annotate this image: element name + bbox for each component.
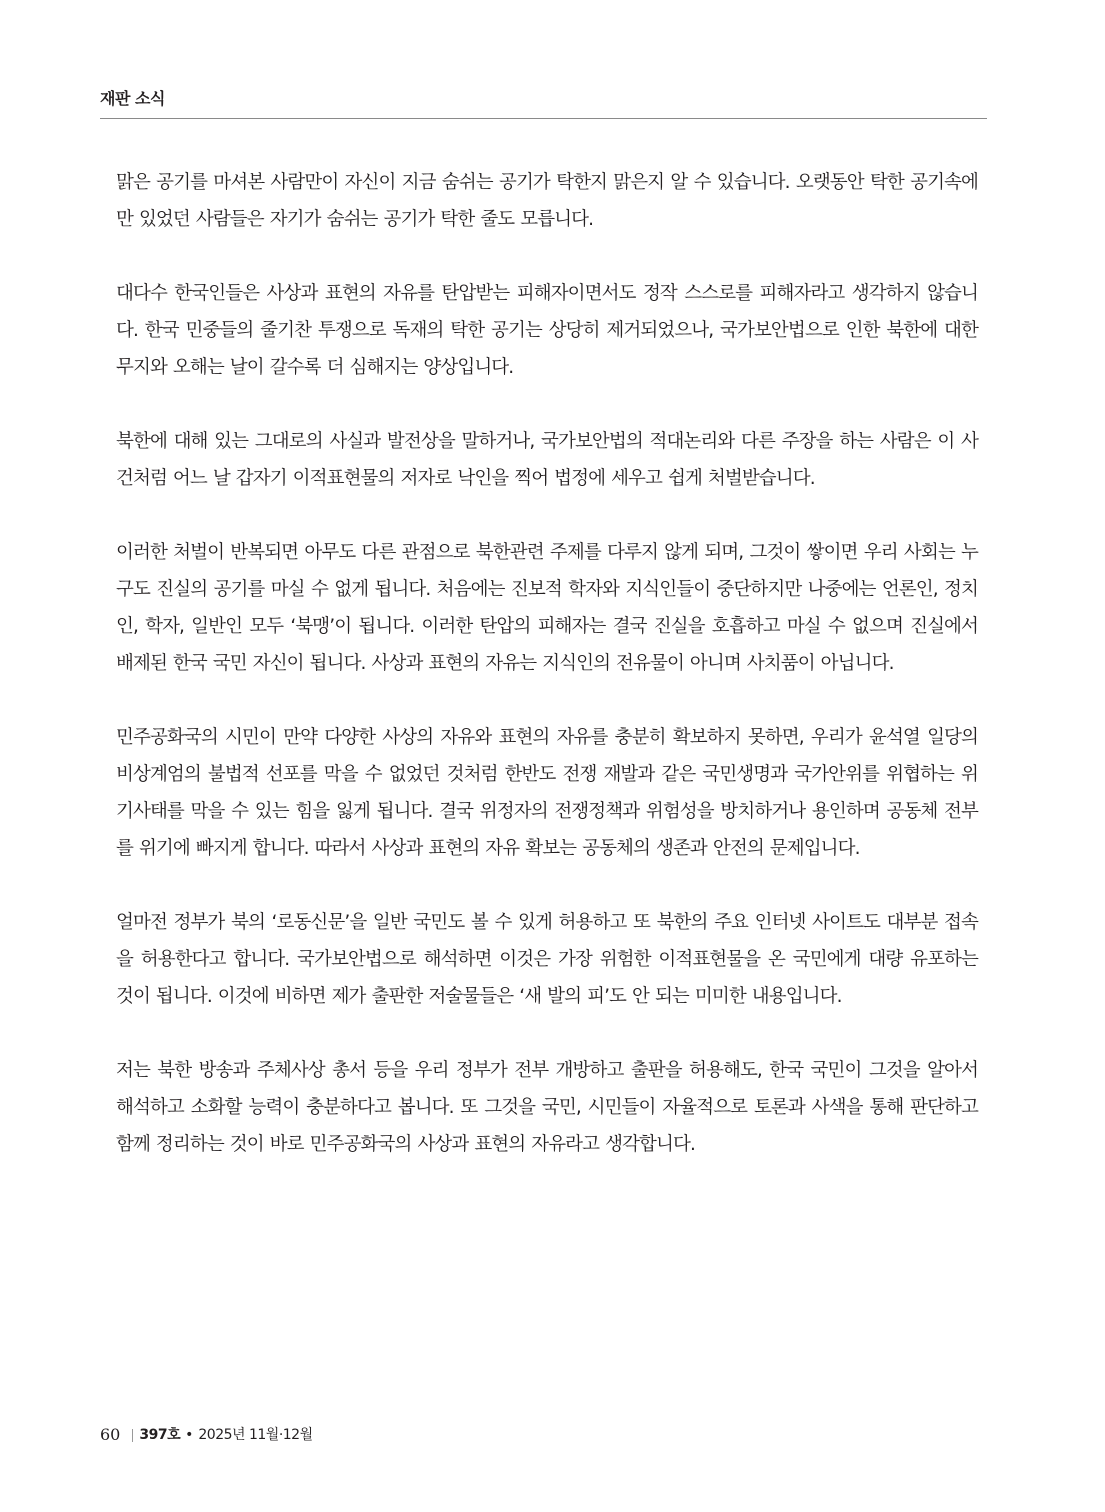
article-body [116, 164, 978, 1200]
page-header [100, 88, 987, 119]
page-footer [100, 1425, 313, 1445]
paragraph-1: 맑은 공기를 마셔본 사람만이 자신이 지금 숨쉬는 공기가 탁한지 맑은지 알 수 있습니다. 오랫동안 탁한 공기속에만 있었던 사람들은 자기가 숨쉬는 공기가 탁한 줄도 모릅니다. [116, 172, 978, 230]
bullet-icon: • [185, 1427, 194, 1443]
issue-number: 397호 [139, 1427, 181, 1443]
footer-divider [132, 1429, 133, 1442]
paragraph-6: 얼마전 정부가 북의 ‘로동신문’을 일반 국민도 볼 수 있게 허용하고 또 북한의 주요 인터넷 사이트도 대부분 접속을 허용한다고 합니다. 국가보안법으로 해석하면 이것은 가장 위험한 이적표현물을 온 국민에게 대량 유포하는 것이 됩니다. 이것에 비하면 제가 출판한 저술물들은 ‘새 발의 피’도 안 되는 미미한 내용입니다. [116, 912, 978, 1007]
paragraph-5: 민주공화국의 시민이 만약 다양한 사상의 자유와 표현의 자유를 충분히 확보하지 못하면, 우리가 윤석열 일당의 비상계엄의 불법적 선포를 막을 수 없었던 것처럼 한반도 전쟁 재발과 같은 국민생명과 국가안위를 위협하는 위기사태를 막을 수 있는 힘을 잃게 됩니다. 결국 위정자의 전쟁정책과 위험성을 방치하거나 용인하며 공동체 전부를 위기에 빠지게 합니다. 따라서 사상과 표현의 자유 확보는 공동체의 생존과 안전의 문제입니다. [116, 727, 978, 859]
paragraph-2: 대다수 한국인들은 사상과 표현의 자유를 탄압받는 피해자이면서도 정작 스스로를 피해자라고 생각하지 않습니다. 한국 민중들의 줄기찬 투쟁으로 독재의 탁한 공기는 상당히 제거되었으나, 국가보안법으로 인한 북한에 대한 무지와 오해는 날이 갈수록 더 심해지는 양상입니다. [116, 283, 978, 378]
page-number: 60 [100, 1425, 121, 1444]
paragraph-4: 이러한 처벌이 반복되면 아무도 다른 관점으로 북한관련 주제를 다루지 않게 되며, 그것이 쌓이면 우리 사회는 누구도 진실의 공기를 마실 수 없게 됩니다. 처음에는 진보적 학자와 지식인들이 중단하지만 나중에는 언론인, 정치인, 학자, 일반인 모두 ‘북맹’이 됩니다. 이러한 탄압의 피해자는 결국 진실을 호흡하고 마실 수 없으며 진실에서 배제된 한국 국민 자신이 됩니다. 사상과 표현의 자유는 지식인의 전유물이 아니며 사치품이 아닙니다. [116, 542, 978, 674]
issue-date: 2025년 11월·12월 [198, 1427, 313, 1443]
paragraph-3: 북한에 대해 있는 그대로의 사실과 발전상을 말하거나, 국가보안법의 적대논리와 다른 주장을 하는 사람은 이 사건처럼 어느 날 갑자기 이적표현물의 저자로 낙인을 찍어 법정에 세우고 쉽게 처벌받습니다. [116, 431, 978, 489]
paragraph-7: 저는 북한 방송과 주체사상 총서 등을 우리 정부가 전부 개방하고 출판을 허용해도, 한국 국민이 그것을 알아서 해석하고 소화할 능력이 충분하다고 봅니다. 또 그것을 국민, 시민들이 자율적으로 토론과 사색을 통해 판단하고 함께 정리하는 것이 바로 민주공화국의 사상과 표현의 자유라고 생각합니다. [116, 1060, 978, 1155]
section-title: 재판 소식 [100, 89, 165, 108]
